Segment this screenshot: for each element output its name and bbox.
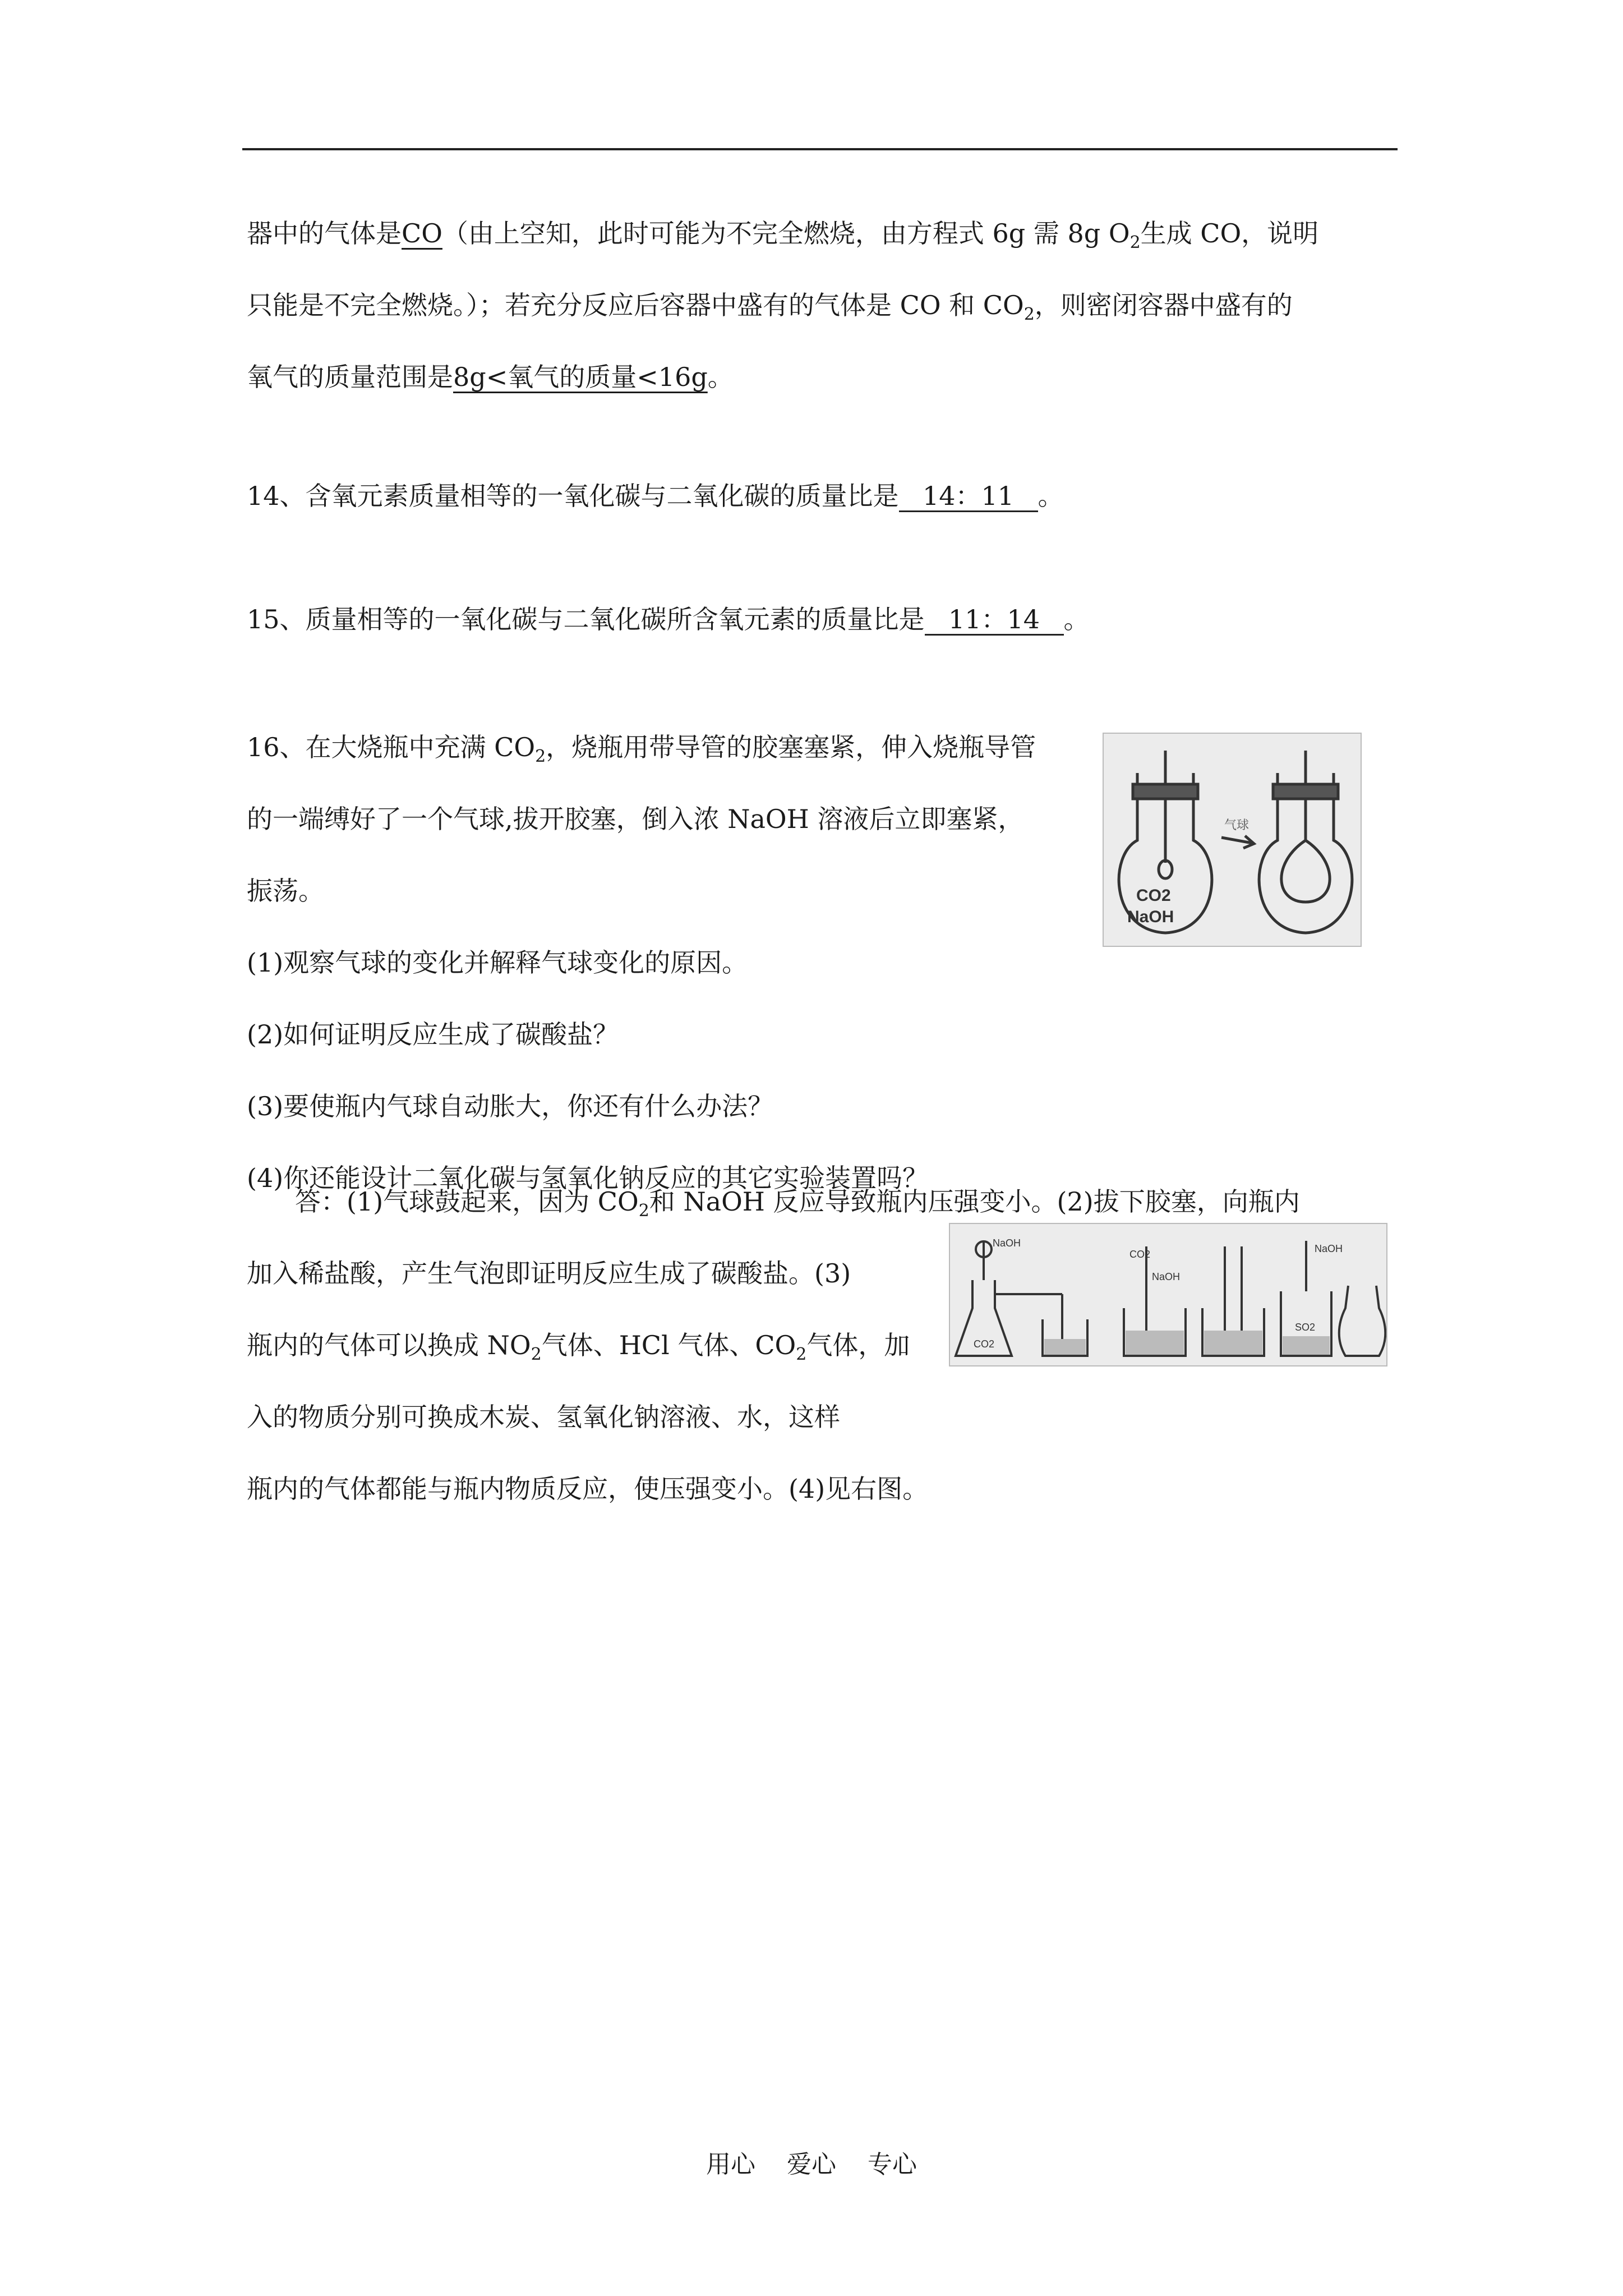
- flask-balloon-diagram: [1104, 734, 1361, 946]
- q13-text: [247, 197, 1318, 413]
- label-co2-a: CO2: [974, 1338, 995, 1350]
- q13-line-1: 器中的气体是CO（由上空知，此时可能为不完全燃烧，由方程式 6g 需 8g $O_2$生成 CO，说明: [247, 218, 1319, 252]
- answer-line-4: 入的物质分别可换成木炭、氢氧化钠溶液、水，这样: [247, 1402, 840, 1432]
- q16-line-1: 16、在大烧瓶中充满 $CO_2$，烧瓶用带导管的胶塞塞紧，伸入烧瓶导管: [247, 732, 1036, 766]
- header-rule: [242, 148, 1398, 150]
- q16-part-3: (3)要使瓶内气球自动胀大，你还有什么办法？: [247, 1091, 774, 1121]
- label-so2: SO2: [1295, 1322, 1316, 1333]
- answer-line-5: 瓶内的气体都能与瓶内物质反应，使压强变小。(4)见右图。: [247, 1474, 929, 1504]
- answer-line-1: 答：(1)气球鼓起来，因为 $CO_2$和 NaOH 反应导致瓶内压强变小。(2)拔下胶塞，向瓶内: [295, 1186, 1300, 1221]
- label-naoh-a: NaOH: [993, 1237, 1021, 1249]
- q15-answer-blank: 11：14: [925, 605, 1064, 636]
- footer-b: 爱心: [787, 2150, 836, 2179]
- apparatus-figure: [949, 1223, 1387, 1366]
- q16-part-2: (2)如何证明反应生成了碳酸盐？: [247, 1019, 619, 1050]
- label-co2-b: CO2: [1129, 1249, 1151, 1260]
- page-footer: [0, 2144, 1623, 2180]
- q13-answer-gas: CO: [402, 218, 442, 249]
- q14-answer-blank: 14：11: [899, 481, 1038, 512]
- label-balloon: 气球: [1224, 818, 1249, 832]
- q16-part-4: (4)你还能设计二氧化碳与氢氧化钠反应的其它实验装置吗？: [247, 1163, 929, 1193]
- flask-balloon-figure: [1103, 733, 1362, 947]
- q16-line-3: 振荡。: [247, 876, 324, 906]
- footer-a: 用心: [706, 2150, 755, 2179]
- footer-c: 专心: [868, 2150, 917, 2179]
- q13-line-2: 只能是不完全燃烧。）；若充分反应后容器中盛有的气体是 CO 和 $CO_2$，则密闭容器中盛有的: [247, 290, 1293, 324]
- answer-line-3: 瓶内的气体可以换成 $NO_2$气体、HCl 气体、$CO_2$气体，加: [247, 1330, 910, 1364]
- answer-line-2: 加入稀盐酸，产生气泡即证明反应生成了碳酸盐。(3): [247, 1258, 851, 1289]
- q16-part-1: (1)观察气球的变化并解释气球变化的原因。: [247, 947, 748, 978]
- question-14: 14、含氧元素质量相等的一氧化碳与二氧化碳的质量比是 14：11 。: [247, 481, 1064, 511]
- q16-line-2: 的一端缚好了一个气球,拔开胶塞，倒入浓 NaOH 溶液后立即塞紧，: [247, 804, 1024, 834]
- label-naoh-b: NaOH: [1152, 1271, 1181, 1282]
- q13-answer-range: 8g<氧气的质量<16g: [453, 362, 708, 392]
- question-15: 15、质量相等的一氧化碳与二氧化碳所含氧元素的质量比是 11：14 。: [247, 604, 1090, 634]
- label-naoh-c: NaOH: [1315, 1243, 1343, 1254]
- q13-line-3: 氧气的质量范围是8g<氧气的质量<16g。: [247, 362, 734, 392]
- answer-body: [247, 1237, 928, 1525]
- apparatus-diagram: [950, 1224, 1386, 1365]
- label-co2: CO2: [1136, 886, 1171, 905]
- label-naoh: NaOH: [1127, 908, 1174, 926]
- question-16: [247, 711, 1036, 1214]
